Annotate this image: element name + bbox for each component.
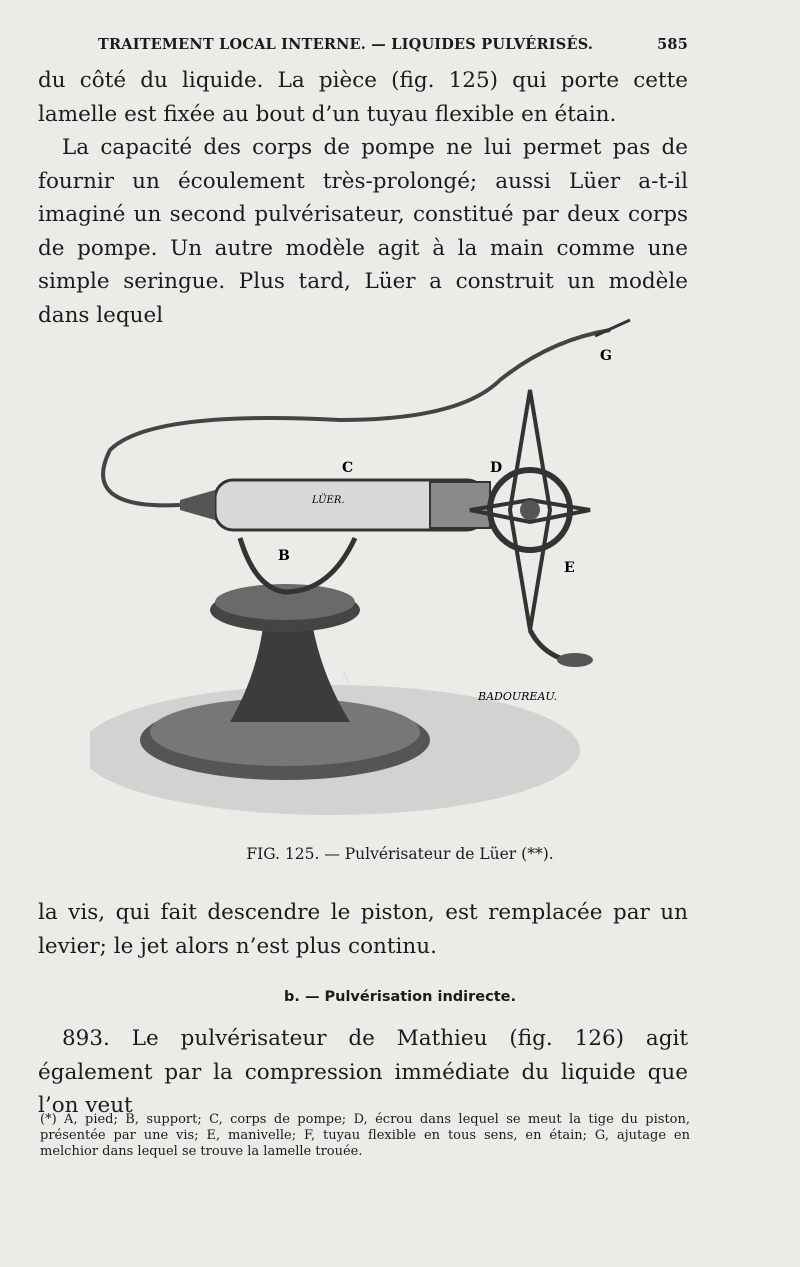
brand-label: LÜER.: [312, 495, 345, 506]
text-block-section: [38, 1022, 688, 1123]
engraver-signature: BADOUREAU.: [478, 690, 558, 703]
label-d: D: [490, 460, 503, 476]
paragraph-2: La capacité des corps de pompe ne lui permet pas de fournir un écoulement très-prolongé; aussi Lüer a-t-il imaginé un second pulvérisateur, constitué par deux corps de pompe. Un autre modèle agit à la main comme une simple seringue. Plus tard, Lüer a construit un modèle dans lequel: [38, 135, 688, 328]
label-b: B: [278, 548, 290, 564]
section-heading: b. — Pulvérisation indirecte.: [284, 989, 516, 1005]
text-block-top: [38, 64, 688, 332]
figure-125-illustration: [90, 310, 650, 830]
paragraph-3: la vis, qui fait descendre le piston, est remplacée par un levier; le jet alors n’est plus continu.: [38, 900, 688, 959]
label-g: G: [600, 348, 612, 364]
running-head-title: TRAITEMENT LOCAL INTERNE. — LIQUIDES PULVÉRISÉS.: [98, 36, 594, 53]
paragraph-1: du côté du liquide. La pièce (fig. 125) qui porte cette lamelle est fixée au bout d’un tuyau flexible en étain.: [38, 68, 688, 127]
label-c: C: [342, 460, 354, 476]
page-number: 585: [657, 36, 688, 53]
pulverisateur-engraving: [90, 310, 650, 830]
text-block-after-figure: [38, 896, 688, 963]
label-e: E: [564, 560, 575, 576]
figure-number: FIG. 125.: [246, 845, 320, 863]
label-a: A: [340, 671, 350, 686]
footnote: (*) A, pied; B, support; C, corps de pompe; D, écrou dans lequel se meut la tige du piston, présentée par une vis; E, manivelle; F, tuyau flexible en tous sens, en étain; G, ajutage en melchior dans lequel se trouve la lamelle trouée.: [40, 1112, 690, 1159]
figure-caption: [0, 845, 800, 863]
figure-caption-text: — Pulvérisateur de Lüer (**).: [324, 845, 554, 863]
paragraph-4: 893. Le pulvérisateur de Mathieu (fig. 126) agit également par la compression immédiate du liquide que l’on veut: [38, 1026, 688, 1118]
